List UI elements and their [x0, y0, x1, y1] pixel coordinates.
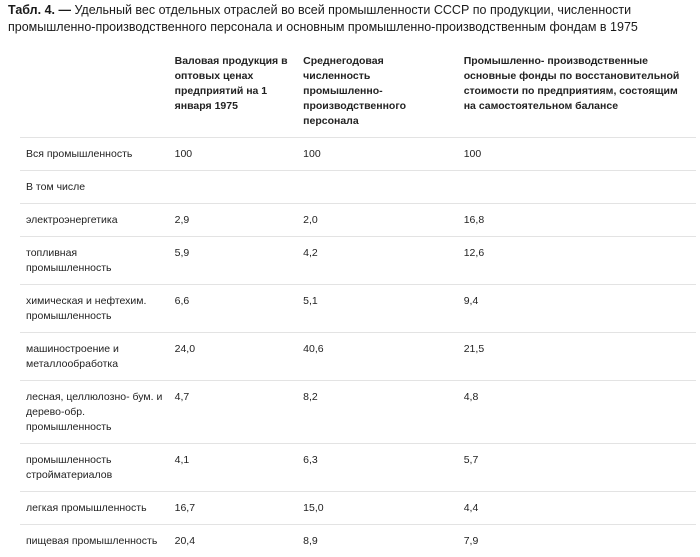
cell-personnel: 4,2	[297, 237, 458, 285]
cell-fixed-assets	[458, 171, 696, 204]
caption-label: Табл. 4. —	[8, 3, 71, 17]
cell-personnel: 8,9	[297, 525, 458, 557]
cell-fixed-assets: 4,8	[458, 381, 696, 444]
cell-personnel: 2,0	[297, 204, 458, 237]
cell-industry: машиностроение и металлообработка	[20, 333, 169, 381]
cell-personnel: 40,6	[297, 333, 458, 381]
header-cell-personnel: Среднегодовая численность промышленно-производственного персонала	[297, 44, 458, 138]
table-caption	[8, 2, 688, 36]
header-cell-industry	[20, 44, 169, 138]
cell-fixed-assets: 16,8	[458, 204, 696, 237]
cell-gross-output: 2,9	[169, 204, 298, 237]
cell-industry: топливная промышленность	[20, 237, 169, 285]
cell-industry: лесная, целлюлозно- бум. и дерево-обр. промышленность	[20, 381, 169, 444]
table-row	[20, 285, 696, 333]
cell-industry: пищевая промышленность	[20, 525, 169, 557]
table-row	[20, 492, 696, 525]
cell-fixed-assets: 21,5	[458, 333, 696, 381]
table-row	[20, 237, 696, 285]
cell-gross-output: 5,9	[169, 237, 298, 285]
cell-fixed-assets: 100	[458, 138, 696, 171]
cell-industry: электроэнергетика	[20, 204, 169, 237]
cell-industry: легкая промышленность	[20, 492, 169, 525]
caption-text: Удельный вес отдельных отраслей во всей промышленности СССР по продукции, численности промышленно-производственного персонала и основным промышленно-производственным фондам в 1975	[8, 3, 638, 34]
cell-fixed-assets: 7,9	[458, 525, 696, 557]
cell-industry: Вся промышленность	[20, 138, 169, 171]
cell-fixed-assets: 5,7	[458, 444, 696, 492]
cell-fixed-assets: 9,4	[458, 285, 696, 333]
table-row	[20, 138, 696, 171]
cell-fixed-assets: 12,6	[458, 237, 696, 285]
cell-personnel	[297, 171, 458, 204]
cell-gross-output: 4,1	[169, 444, 298, 492]
header-row	[20, 44, 696, 138]
cell-fixed-assets: 4,4	[458, 492, 696, 525]
cell-gross-output: 6,6	[169, 285, 298, 333]
table-row	[20, 381, 696, 444]
cell-industry: промышленность стройматериалов	[20, 444, 169, 492]
cell-gross-output: 16,7	[169, 492, 298, 525]
table-row	[20, 333, 696, 381]
cell-industry: В том числе	[20, 171, 169, 204]
cell-personnel: 5,1	[297, 285, 458, 333]
header-cell-gross-output: Валовая продукция в оптовых ценах предприятий на 1 января 1975	[169, 44, 298, 138]
cell-gross-output	[169, 171, 298, 204]
table-row	[20, 204, 696, 237]
header-cell-fixed-assets: Промышленно- производственные основные фонды по восстановительной стоимости по предприятиям, состоящим на самостоятельном балансе	[458, 44, 696, 138]
table-row	[20, 171, 696, 204]
table-row	[20, 444, 696, 492]
table-row	[20, 525, 696, 557]
cell-gross-output: 4,7	[169, 381, 298, 444]
data-table	[20, 44, 696, 557]
cell-gross-output: 24,0	[169, 333, 298, 381]
cell-personnel: 15,0	[297, 492, 458, 525]
cell-industry: химическая и нефтехим. промышленность	[20, 285, 169, 333]
cell-personnel: 100	[297, 138, 458, 171]
cell-gross-output: 20,4	[169, 525, 298, 557]
cell-gross-output: 100	[169, 138, 298, 171]
cell-personnel: 6,3	[297, 444, 458, 492]
cell-personnel: 8,2	[297, 381, 458, 444]
